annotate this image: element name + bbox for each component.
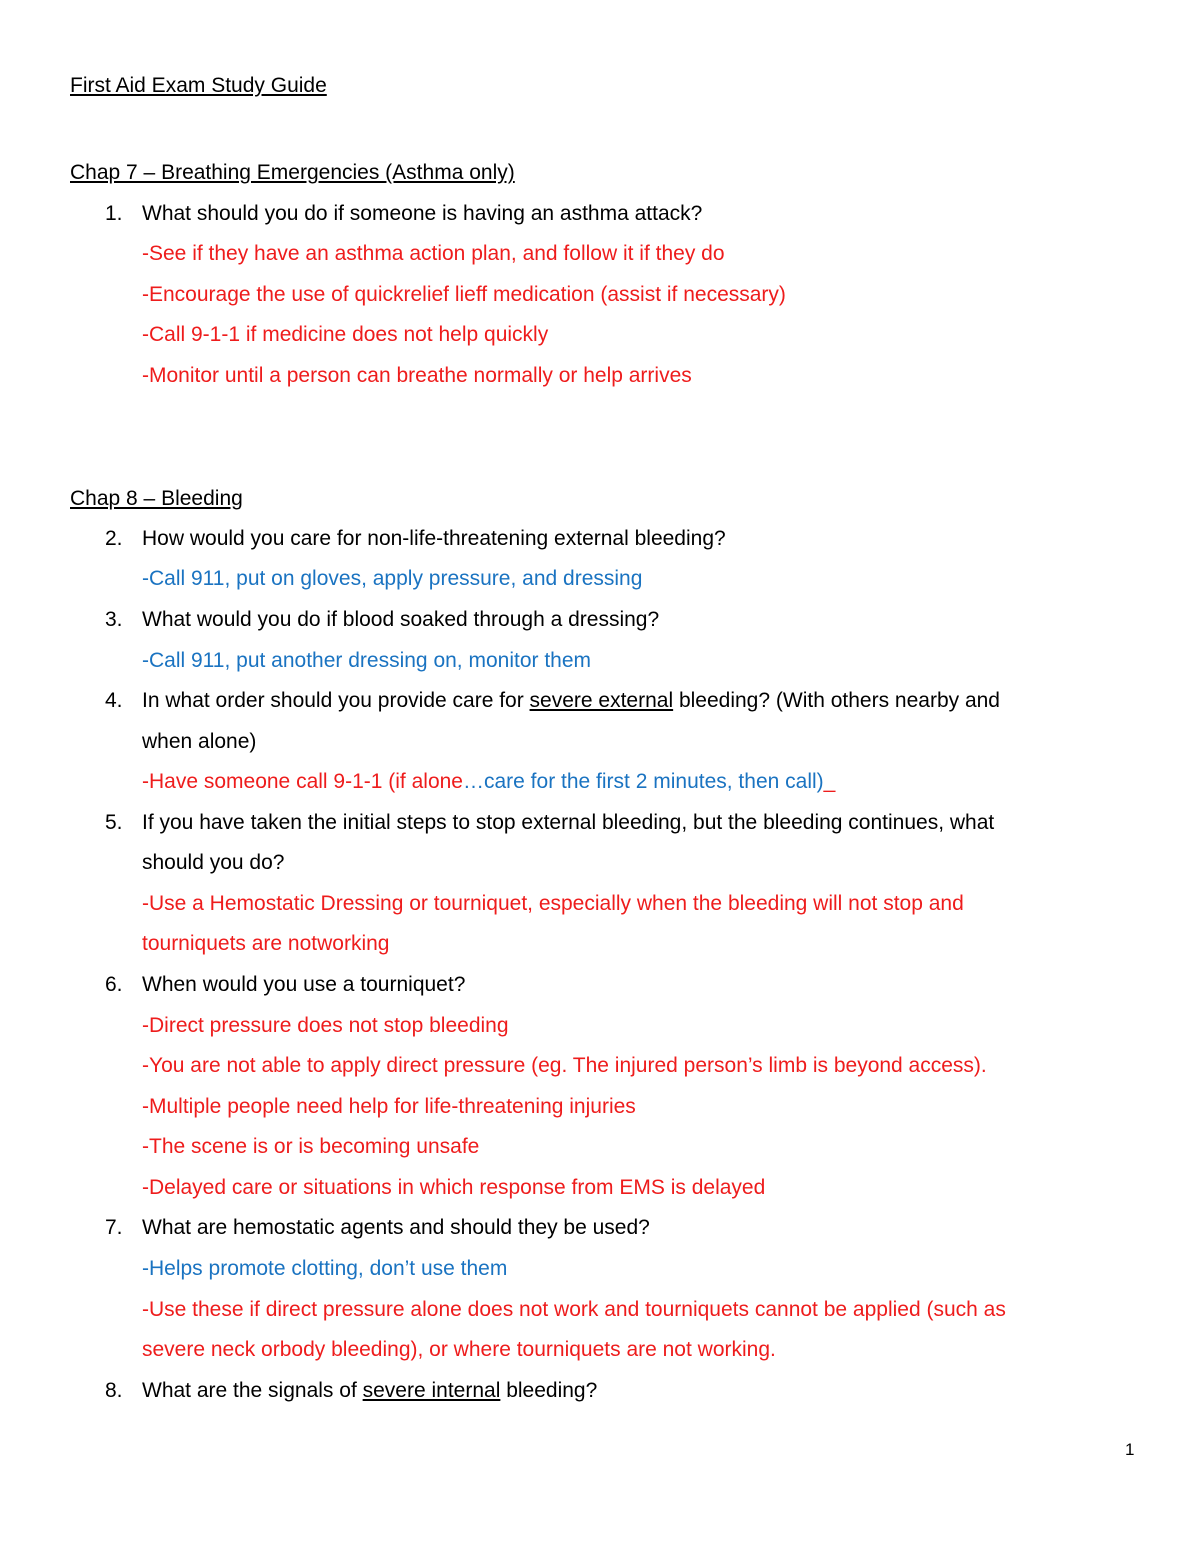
answer-line: -Use a Hemostatic Dressing or tourniquet, especially when the bleeding will not stop and <box>142 892 964 915</box>
answer-part: -Have someone call 9-1-1 (if alone <box>142 770 463 793</box>
question-text: What would you do if blood soaked through a dressing? <box>142 608 660 631</box>
answer-line: -You are not able to apply direct pressure (eg. The injured person’s limb is beyond access). <box>142 1054 987 1077</box>
question-text: What are hemostatic agents and should they be used? <box>142 1216 650 1239</box>
question-number: 1. <box>105 202 123 225</box>
answer-line: -The scene is or is becoming unsafe <box>142 1135 480 1158</box>
answer-line <box>142 762 835 803</box>
question-number: 8. <box>105 1379 123 1402</box>
question-text: What should you do if someone is having an asthma attack? <box>142 202 703 225</box>
answer-part: _ <box>823 770 836 793</box>
question-number: 5. <box>105 811 123 834</box>
answer-line: -See if they have an asthma action plan, and follow it if they do <box>142 242 725 265</box>
question-number: 2. <box>105 527 123 550</box>
question-text-part: bleeding? <box>500 1379 598 1402</box>
page-number: 1 <box>1125 1440 1135 1459</box>
question-text-part: In what order should you provide care for <box>142 689 530 712</box>
underlined-term: severe external <box>529 689 674 712</box>
question-text: When would you use a tourniquet? <box>142 973 466 996</box>
page-title: First Aid Exam Study Guide <box>70 74 327 97</box>
answer-line: -Delayed care or situations in which response from EMS is delayed <box>142 1176 766 1199</box>
question-text: If you have taken the initial steps to stop external bleeding, but the bleeding continues, what <box>142 811 995 834</box>
question-text-part: What are the signals of <box>142 1379 363 1402</box>
answer-line: tourniquets are notworking <box>142 932 390 955</box>
question-text: How would you care for non-life-threatening external bleeding? <box>142 527 726 550</box>
question-number: 6. <box>105 973 123 996</box>
answer-line: severe neck orbody bleeding), or where tourniquets are not working. <box>142 1338 776 1361</box>
chapter-heading-7: Chap 7 – Breathing Emergencies (Asthma only) <box>70 161 515 184</box>
question-continuation: when alone) <box>142 730 257 753</box>
question-text <box>142 1371 597 1412</box>
underlined-term: severe internal <box>362 1379 501 1402</box>
answer-line: -Call 9-1-1 if medicine does not help quickly <box>142 323 549 346</box>
question-number: 7. <box>105 1216 123 1239</box>
answer-line: -Use these if direct pressure alone does not work and tourniquets cannot be applied (such as <box>142 1298 1006 1321</box>
answer-line: -Monitor until a person can breathe normally or help arrives <box>142 364 692 387</box>
answer-line: -Encourage the use of quickrelief lieff medication (assist if necessary) <box>142 283 786 306</box>
question-text <box>142 681 1000 722</box>
question-text-part: bleeding? (With others nearby and <box>673 689 1000 712</box>
answer-line: -Call 911, put another dressing on, monitor them <box>142 649 592 672</box>
answer-line: -Multiple people need help for life-threatening injuries <box>142 1095 636 1118</box>
answer-part: …care for the first 2 minutes, then call) <box>463 770 824 793</box>
answer-line: -Helps promote clotting, don’t use them <box>142 1257 508 1280</box>
question-continuation: should you do? <box>142 851 285 874</box>
chapter-heading-8: Chap 8 – Bleeding <box>70 487 243 510</box>
question-number: 3. <box>105 608 123 631</box>
answer-line: -Direct pressure does not stop bleeding <box>142 1014 509 1037</box>
answer-line: -Call 911, put on gloves, apply pressure, and dressing <box>142 567 643 590</box>
question-number: 4. <box>105 689 123 712</box>
